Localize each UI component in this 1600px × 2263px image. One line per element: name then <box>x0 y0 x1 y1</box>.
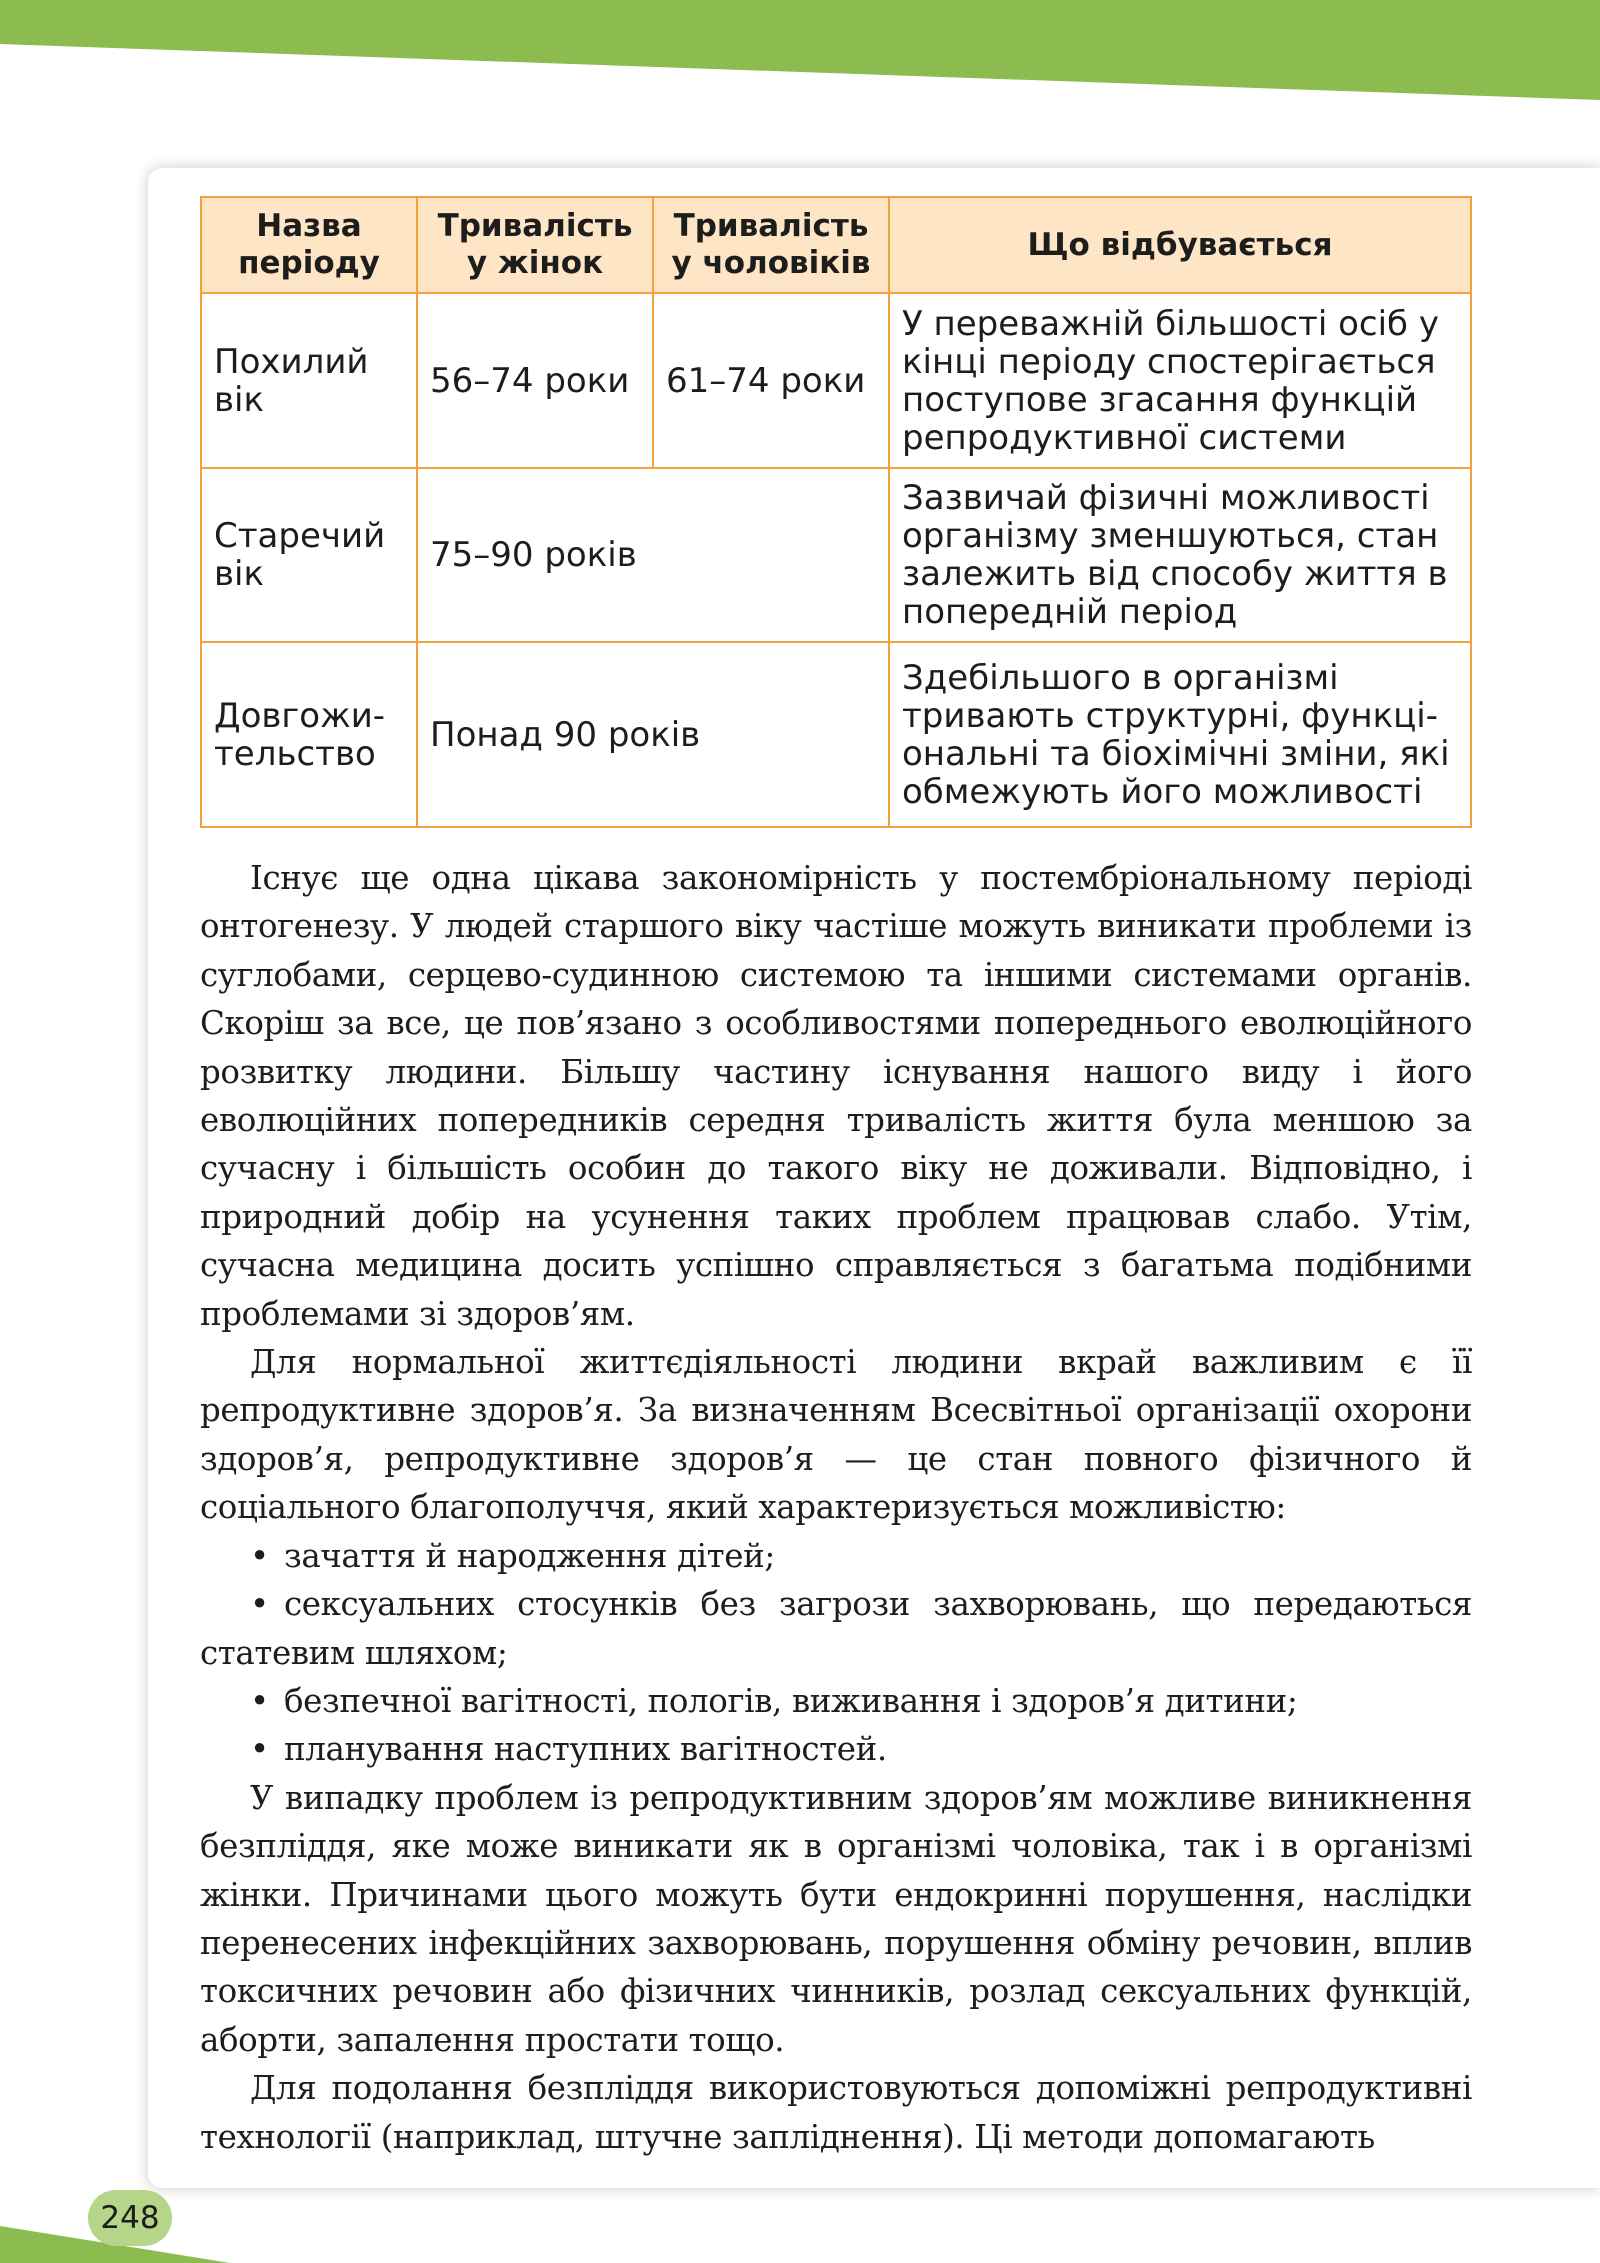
duration-cell: 75–90 років <box>417 468 889 642</box>
table-row <box>201 293 1471 468</box>
page-number-badge: 248 <box>88 2190 172 2246</box>
body-text <box>200 854 1472 2161</box>
description-cell: Здебільшого в організмі тривають структурні, функці-ональні та біохімічні зміни, які обмежують його можливості <box>889 642 1471 827</box>
list-item-text: планування наступних вагітностей. <box>284 1730 887 1769</box>
header-period-name: Назва періоду <box>201 197 417 293</box>
bottom-decorative-band <box>0 2200 1600 2263</box>
paragraph-infertility: У випадку проблем із репродуктивним здоров’ям можливе виникнення безпліддя, яке може виникати як в організмі чоловіка, так і в організмі жінки. Причинами цього можуть бути ендокринні порушення, наслідки перенесених інфекційних захворювань, порушення обміну речовин, вплив токсичних речовин або фізичних чинників, розлад сексуальних функцій, аборти, запалення простати тощо. <box>200 1778 1472 2059</box>
header-what-happens: Що відбувається <box>889 197 1471 293</box>
list-item-text: зачаття й народження дітей; <box>284 1536 775 1575</box>
list-item <box>200 1580 1472 1677</box>
header-duration-women: Тривалість у жінок <box>417 197 653 293</box>
list-item-text: безпечної вагітності, пологів, виживання і здоров’я дитини; <box>284 1681 1298 1720</box>
period-name-cell: Похилий вік <box>201 293 417 468</box>
paragraph-reproductive-technologies: Для подолання безпліддя використовуються допоміжні репродуктивні технології (наприклад, штучне запліднення). Ці методи допомагають <box>200 2069 1472 2156</box>
bullet-icon: • <box>250 1536 269 1575</box>
bullet-icon: • <box>250 1585 269 1624</box>
list-item <box>200 1532 1472 1580</box>
life-periods-table <box>200 196 1472 828</box>
header-duration-men: Тривалість у чоловіків <box>653 197 889 293</box>
duration-men-cell: 61–74 роки <box>653 293 889 468</box>
table-row <box>201 468 1471 642</box>
paragraph-longevity: Існує ще одна цікава закономірність у постембріональному періоді онтогенезу. У людей старшого віку частіше можуть виникати проблеми із суглобами, серцево-судинною системою та іншими системами органів. Скоріш за все, це пов’язано з особливостями попереднього еволюційного розвитку людини. Більшу частину існування нашого виду і його еволюційних попередників середня тривалість життя була меншою за сучасну і більшість особин до такого віку не доживали. Відповідно, і природний добір на усунення таких проблем працював слабо. Утім, сучасна медицина досить успішно справляється з багатьма подібними проблемами зі здоров’ям. <box>200 859 1472 1333</box>
list-item-text: сексуальних стосунків без загрози захворювань, що передаються статевим шляхом; <box>200 1585 1472 1672</box>
bullet-icon: • <box>250 1730 269 1769</box>
paragraph-reproductive-health: Для нормальної життєдіяльності людини вкрай важливим є її репродуктивне здоров’я. За визначенням Всесвітньої організації охорони здоров’я, репродуктивне здоров’я — це стан повного фізичного й соціального благополуччя, який характеризується можливістю: <box>200 1343 1472 1527</box>
bullet-list <box>200 1532 1472 1774</box>
list-item <box>200 1725 1472 1773</box>
table-row <box>201 642 1471 827</box>
description-cell: У переважній більшості осіб у кінці періоду спостерігається поступове згасання функцій репродуктивної системи <box>889 293 1471 468</box>
duration-cell: Понад 90 років <box>417 642 889 827</box>
list-item <box>200 1677 1472 1725</box>
period-name-cell: Старечий вік <box>201 468 417 642</box>
description-cell: Зазвичай фізичні можливості організму зменшуються, стан залежить від способу життя в попередній період <box>889 468 1471 642</box>
table-header-row <box>201 197 1471 293</box>
top-decorative-band <box>0 0 1600 100</box>
period-name-cell: Довгожи-тельство <box>201 642 417 827</box>
duration-women-cell: 56–74 роки <box>417 293 653 468</box>
bullet-icon: • <box>250 1681 269 1720</box>
